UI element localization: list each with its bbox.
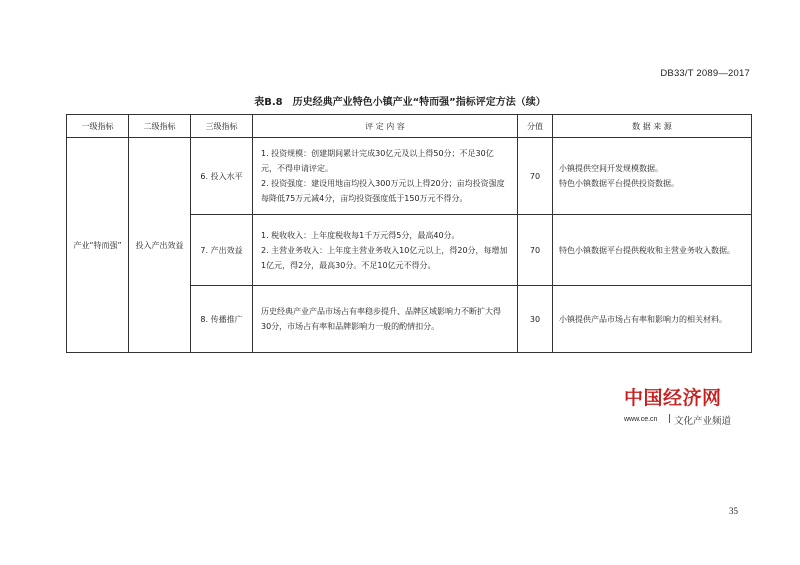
logo-channel: 文化产业频道 xyxy=(674,416,732,427)
logo-url: www.ce.cn xyxy=(624,416,658,423)
header-level3: 三级指标 xyxy=(191,115,253,138)
source-line: 特色小镇数据平台提供投资数据。 xyxy=(559,179,679,188)
source-cell xyxy=(553,138,752,215)
source-line: 小镇提供产品市场占有率和影响力的相关材料。 xyxy=(559,314,727,324)
header-score: 分值 xyxy=(518,115,553,138)
level1-cell: 产业“特而强” xyxy=(67,138,129,353)
table-header-row xyxy=(67,115,752,138)
criteria-line: 1. 税收收入：上年度税收每1千万元得5分，最高40分。 xyxy=(261,230,460,240)
criteria-line: 历史经典产业产品市场占有率稳步提升、品牌区域影响力不断扩大得30分，市场占有率和品牌影响力一般的酌情扣分。 xyxy=(261,307,501,331)
score-cell: 70 xyxy=(518,215,553,286)
header-level2: 二级指标 xyxy=(129,115,191,138)
score-cell: 30 xyxy=(518,286,553,353)
level3-cell: 8. 传播推广 xyxy=(191,286,253,353)
page-number: 35 xyxy=(729,506,738,516)
source-line: 特色小镇数据平台提供税收和主营业务收入数据。 xyxy=(559,245,735,255)
criteria-line: 2. 主营业务收入：上年度主营业务收入10亿元以上，得20分，每增加1亿元，得2分，最高30分。不足10亿元不得分。 xyxy=(261,245,508,270)
logo-separator: | xyxy=(668,414,672,424)
table-row xyxy=(67,138,752,215)
source-cell xyxy=(553,286,752,353)
criteria-line: 2. 投资强度：建设用地亩均投入300万元以上得20分；亩均投资强度每降低75万元减4分，亩均投资强度低于150万元不得分。 xyxy=(261,179,505,203)
evaluation-table xyxy=(66,114,752,353)
criteria-cell xyxy=(253,138,518,215)
criteria-cell xyxy=(253,215,518,286)
level3-cell: 7. 产出效益 xyxy=(191,215,253,286)
source-line: 小镇提供空间开发规模数据。 xyxy=(559,164,663,173)
criteria-cell xyxy=(253,286,518,353)
criteria-line: 1. 投资规模：创建期间累计完成30亿元及以上得50分；不足30亿元，不得申请评定。 xyxy=(261,149,494,173)
table-title: 表B.8 历史经典产业特色小镇产业“特而强”指标评定方法（续） xyxy=(254,97,546,108)
header-level1: 一级指标 xyxy=(67,115,129,138)
standard-code: DB33/T 2089—2017 xyxy=(660,68,750,79)
ce-watermark-logo xyxy=(624,383,734,431)
level2-cell: 投入产出效益 xyxy=(129,138,191,353)
level3-cell: 6. 投入水平 xyxy=(191,138,253,215)
header-source: 数 据 来 源 xyxy=(553,115,752,138)
score-cell: 70 xyxy=(518,138,553,215)
header-criteria: 评 定 内 容 xyxy=(253,115,518,138)
source-cell xyxy=(553,215,752,286)
logo-main-text: 中国经济网 xyxy=(624,387,722,409)
